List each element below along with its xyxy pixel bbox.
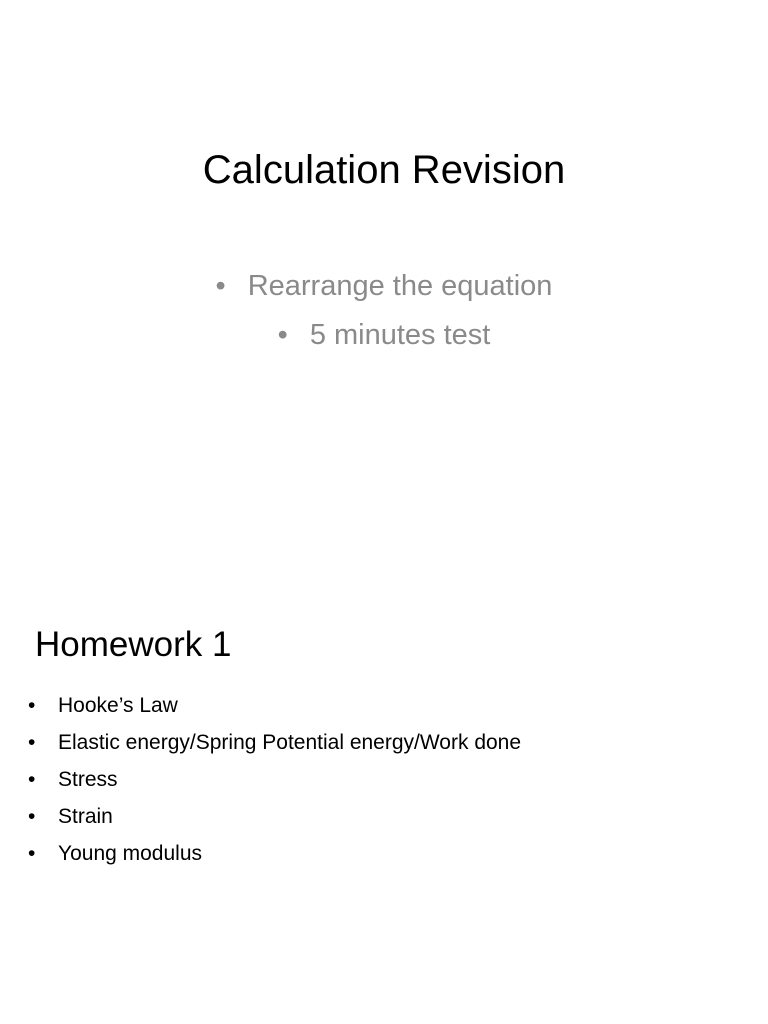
list-item — [0, 311, 768, 360]
slide-homework-1 — [0, 512, 768, 1024]
slide-title: Homework 1 — [35, 625, 232, 664]
list-item-text: Hooke’s Law — [58, 694, 178, 717]
list-item — [28, 835, 521, 872]
bullet-icon: • — [28, 805, 36, 828]
list-item-text: Strain — [58, 805, 113, 828]
list-item-text: Stress — [58, 768, 118, 791]
bullet-icon: • — [28, 694, 36, 717]
list-item — [0, 262, 768, 311]
list-item-text: 5 minutes test — [309, 319, 491, 351]
slide-title: Calculation Revision — [202, 148, 566, 192]
list-item-text: Rearrange the equation — [247, 270, 553, 302]
list-item — [28, 798, 521, 835]
bullet-icon: • — [277, 319, 288, 351]
bullet-list — [0, 262, 768, 360]
bullet-icon: • — [28, 731, 36, 754]
list-item-text: Elastic energy/Spring Potential energy/Work done — [58, 731, 522, 754]
bullet-icon: • — [28, 768, 36, 791]
list-item — [28, 687, 521, 724]
bullet-icon: • — [215, 270, 226, 302]
bullet-list — [28, 687, 521, 872]
list-item — [28, 724, 521, 761]
bullet-icon: • — [28, 842, 36, 865]
list-item-text: Young modulus — [58, 842, 203, 865]
list-item — [28, 761, 521, 798]
